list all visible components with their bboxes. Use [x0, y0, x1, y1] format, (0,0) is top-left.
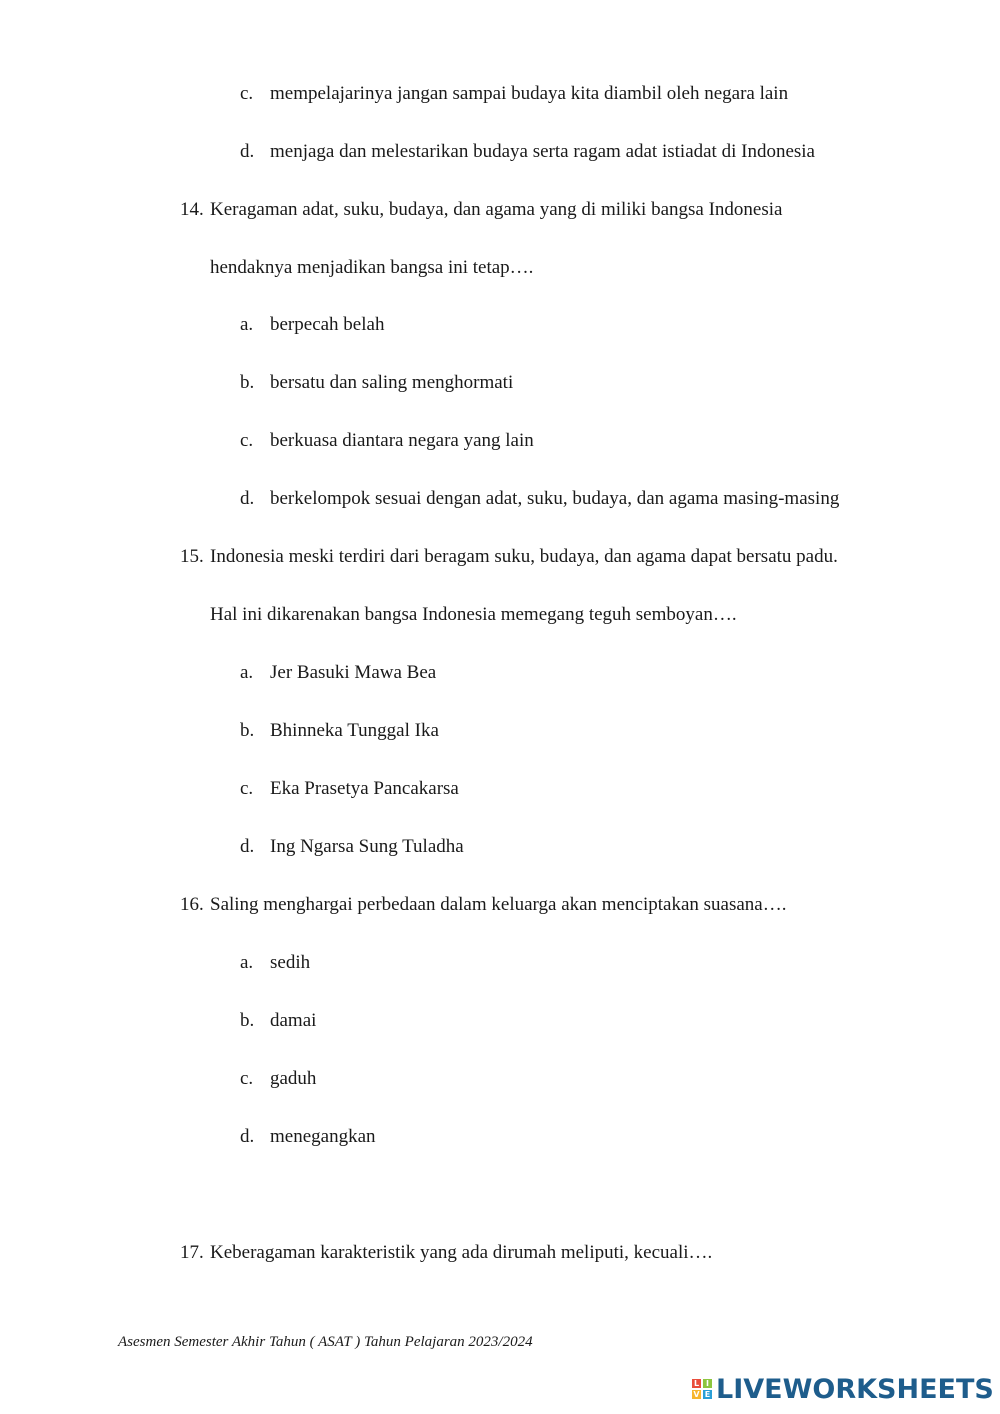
option-text: berkelompok sesuai dengan adat, suku, budaya, dan agama masing-masing	[270, 488, 840, 509]
option-text: berkuasa diantara negara yang lain	[270, 430, 534, 451]
option-text: menjaga dan melestarikan budaya serta ragam adat istiadat di Indonesia	[270, 141, 815, 162]
option-letter: b.	[240, 720, 255, 741]
liveworksheets-logo	[692, 1372, 994, 1406]
option-text: damai	[270, 1010, 317, 1031]
question-text: Saling menghargai perbedaan dalam keluarga akan menciptakan suasana….	[210, 894, 787, 915]
logo-text: LIVEWORKSHEETS	[716, 1373, 994, 1405]
question-number: 14.	[180, 199, 204, 220]
logo-icon-letter: E	[704, 1390, 711, 1399]
question-text: Keberagaman karakteristik yang ada dirumah meliputi, kecuali….	[210, 1242, 713, 1263]
option-text: menegangkan	[270, 1126, 376, 1147]
question-number: 16.	[180, 894, 204, 915]
question-text: hendaknya menjadikan bangsa ini tetap….	[210, 257, 534, 278]
option-text: gaduh	[270, 1068, 317, 1089]
logo-icon-letter: L	[693, 1379, 700, 1388]
logo-icon-letter: I	[703, 1379, 712, 1388]
option-text: sedih	[270, 952, 311, 973]
option-text: mempelajarinya jangan sampai budaya kita diambil oleh negara lain	[270, 83, 789, 104]
option-text: bersatu dan saling menghormati	[270, 372, 514, 393]
option-text: berpecah belah	[270, 314, 385, 335]
option-letter: b.	[240, 372, 255, 393]
question-text: Hal ini dikarenakan bangsa Indonesia memegang teguh semboyan….	[210, 604, 737, 625]
question-text: Keragaman adat, suku, budaya, dan agama yang di miliki bangsa Indonesia	[210, 199, 783, 220]
logo-icon	[692, 1379, 712, 1399]
question-text: Indonesia meski terdiri dari beragam suku, budaya, dan agama dapat bersatu padu.	[210, 546, 838, 567]
option-letter: d.	[240, 141, 255, 162]
logo-icon-letter: V	[693, 1390, 700, 1399]
option-letter: a.	[240, 662, 254, 683]
option-letter: d.	[240, 488, 255, 509]
page-footer: Asesmen Semester Akhir Tahun ( ASAT ) Tahun Pelajaran 2023/2024	[118, 1334, 533, 1350]
option-letter: b.	[240, 1010, 255, 1031]
question-number: 17.	[180, 1242, 204, 1263]
option-text: Eka Prasetya Pancakarsa	[270, 778, 459, 799]
option-letter: d.	[240, 836, 255, 857]
option-text: Bhinneka Tunggal Ika	[270, 720, 439, 741]
option-letter: d.	[240, 1126, 255, 1147]
question-number: 15.	[180, 546, 204, 567]
option-letter: c.	[240, 1068, 254, 1089]
option-text: Jer Basuki Mawa Bea	[270, 662, 437, 683]
option-letter: c.	[240, 778, 254, 799]
option-text: Ing Ngarsa Sung Tuladha	[270, 836, 464, 857]
option-letter: a.	[240, 952, 254, 973]
option-letter: c.	[240, 83, 254, 104]
option-letter: a.	[240, 314, 254, 335]
option-letter: c.	[240, 430, 254, 451]
